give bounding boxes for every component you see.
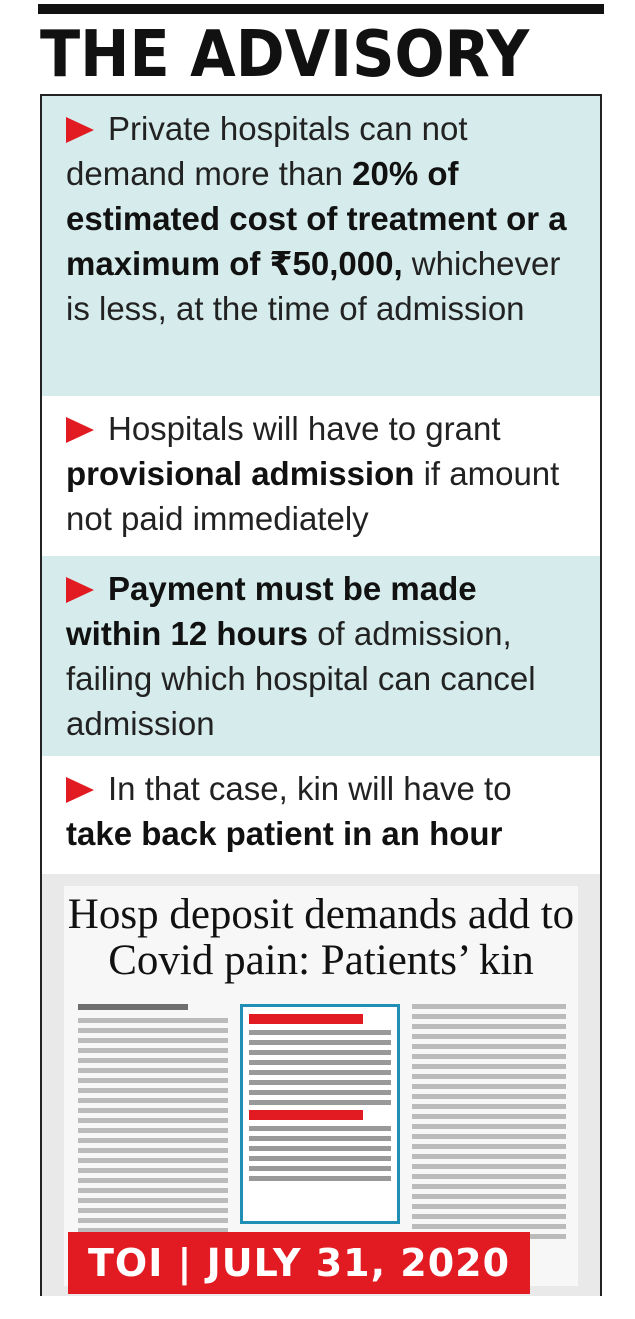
- item-text: if amount not paid immediately: [66, 455, 560, 537]
- advisory-item-3: [42, 556, 600, 756]
- clipping-sidebar-heading: [249, 1110, 363, 1120]
- item-text: whichever is less, at the time of admission: [66, 245, 561, 327]
- advisory-heading: THE ADVISORY: [40, 18, 530, 92]
- top-rule: [38, 4, 604, 14]
- advisory-item-2: [42, 396, 600, 556]
- clipping-sidebar-box: [240, 1004, 400, 1224]
- dateline-banner: TOI | JULY 31, 2020: [68, 1232, 530, 1294]
- arrow-bullet-icon: [66, 777, 94, 803]
- item-text: Hospitals will have to grant: [108, 410, 501, 447]
- arrow-bullet-icon: [66, 117, 94, 143]
- advisory-box: [40, 94, 602, 1296]
- item-text: In that case, kin will have to: [108, 770, 512, 807]
- item-bold-text: take back patient in an hour: [66, 815, 503, 852]
- item-bold-text: provisional admission: [66, 455, 415, 492]
- arrow-bullet-icon: [66, 417, 94, 443]
- item-bold-text: Payment must be made within 12 hours: [66, 570, 477, 652]
- clipping-sidebar-heading: [249, 1014, 363, 1024]
- clipping-byline: [78, 1004, 188, 1010]
- clipping-paper: [64, 886, 578, 1286]
- item-text: Private hospitals can not demand more than: [66, 110, 468, 192]
- item-text: of admission, failing which hospital can cancel admission: [66, 615, 536, 742]
- advisory-item-4: [42, 756, 600, 874]
- advisory-item-1: [42, 96, 600, 396]
- item-bold-text: 20% of estimated cost of treatment or a maximum of ₹50,000,: [66, 155, 567, 282]
- arrow-bullet-icon: [66, 577, 94, 603]
- clipping-headline: Hosp deposit demands add to Covid pain: Patients’ kin: [67, 891, 575, 984]
